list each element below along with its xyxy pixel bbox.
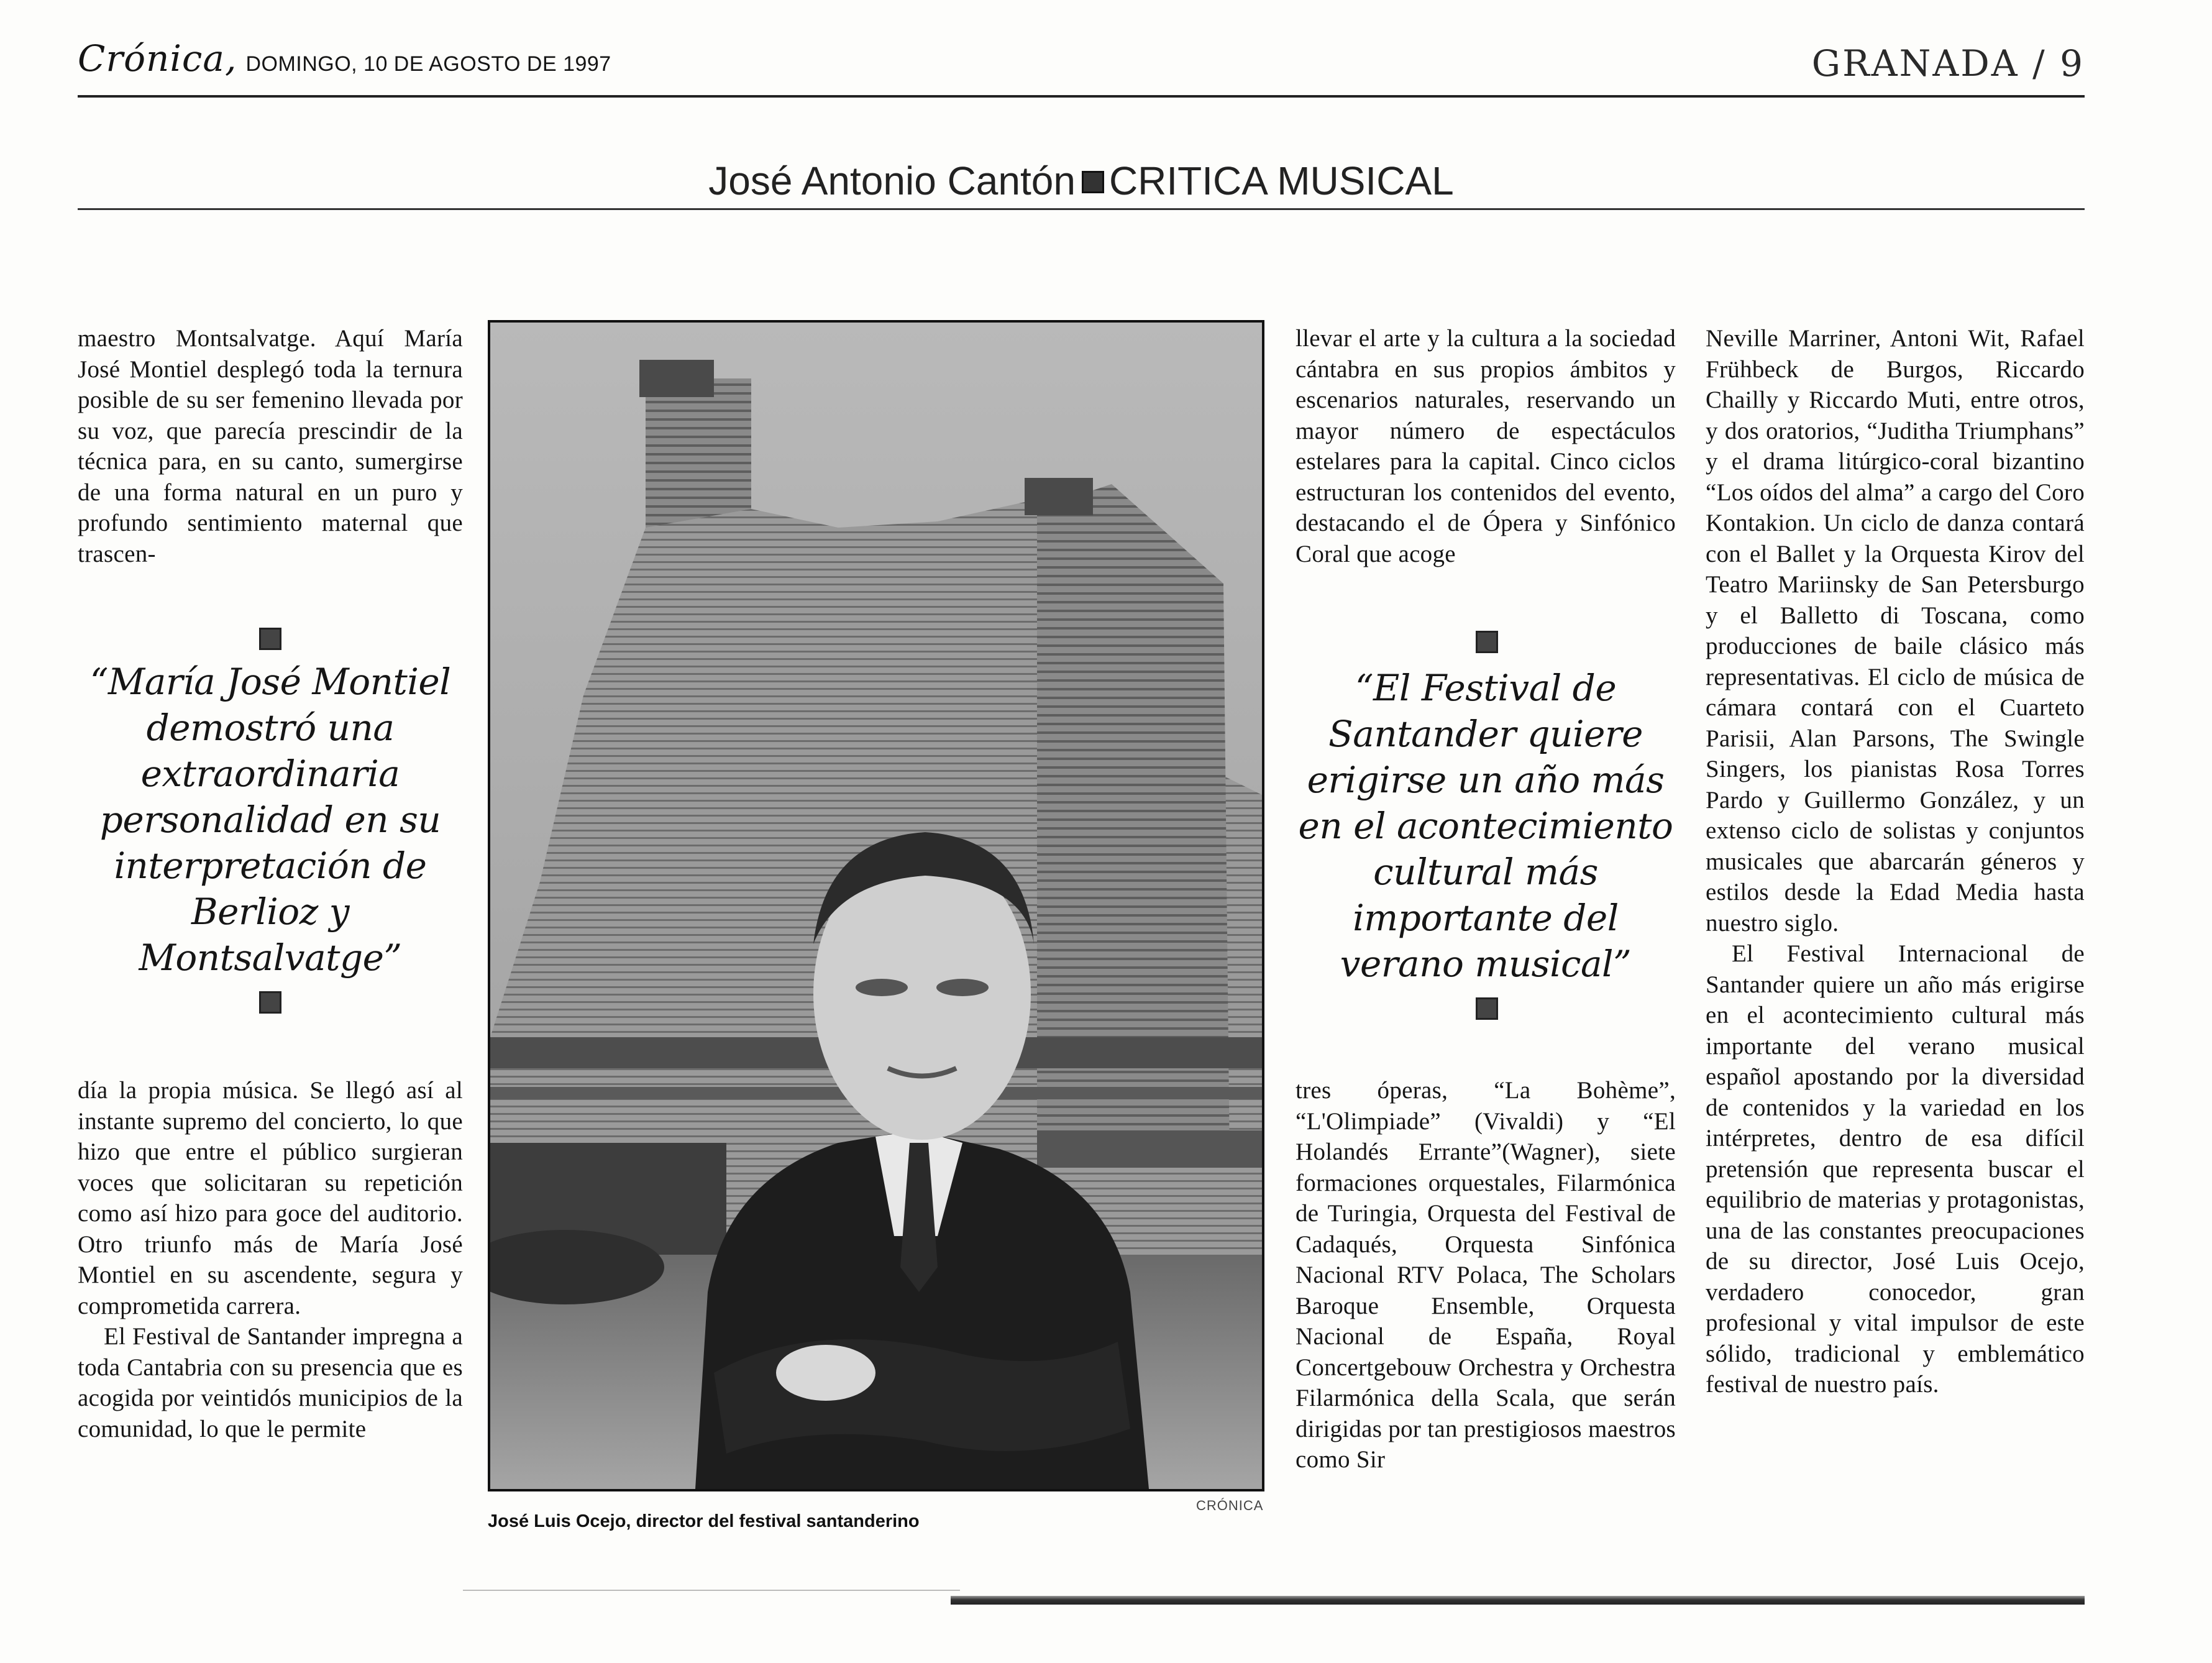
section-rule [78,208,2085,210]
column-1-paragraph-3: El Festival de Santander impregna a toda Cantabria con su presencia que es acogida por veintidós municipios de la comunidad, lo que le permite [78,1323,463,1442]
bottom-rule-faint [463,1590,960,1591]
section-category: CRITICA MUSICAL [1108,158,1454,203]
issue-date: DOMINGO, 10 DE AGOSTO DE 1997 [245,52,611,76]
photo-caption: José Luis Ocejo, director del festival santanderino [488,1511,920,1531]
column-3-top [1296,323,1676,569]
photo-portrait-with-building [490,323,1262,1489]
square-bullet-icon [1082,171,1104,193]
column-4-paragraph-1: Neville Marriner, Antoni Wit, Rafael Frühbeck de Burgos, Riccardo Chailly y Riccardo Muti, entre otros, y dos oratorios, “Juditha Triumphans” y el drama litúrgico-coral bizantino “Los oídos del alma” a cargo del Coro Kontakion. Un ciclo de danza contará con el Ballet y la Orquesta Kirov del Teatro Mariinsky de San Petersburgo y el Balletto di Toscana, como producciones de baile clásico más representativas. El ciclo de música de cámara contará con el Cuarteto Parisii, Alan Parsons, The Swingle Singers, los pianistas Rosa Torres Pardo y Guillermo González, y un extenso ciclo de solistas y conjuntos musicales que abarcarán géneros y estilos desde la Edad Media hasta nuestro siglo. [1706,325,2085,937]
column-1-paragraph-1: maestro Montsalvatge. Aquí María José Montiel desplegó toda la ternura posible de su ser femenino llevada por su voz, que parecía prescindir de la técnica para, en su canto, sumergirse de una forma natural en un puro y profundo sentimiento maternal que trascen- [78,325,463,567]
pullquote-1-bottom-square-icon [259,991,281,1014]
masthead-rule [78,95,2085,98]
column-1-top [78,323,463,569]
column-1-paragraph-2: día la propia música. Se llegó así al instante supremo del concierto, lo que hizo que entre el público surgieran voces que solicitaran su repetición como así hizo para goce del auditorio. Otro triunfo más de María José Montiel en su ascendente, segura y comprometida carrera. [78,1077,463,1319]
pullquote-2-bottom-square-icon [1476,997,1498,1020]
publication-name: Crónica, [78,37,237,80]
pullquote-1: “María José Montiel demostró una extraordinaria personalidad en su interpretación de Berlioz y Montsalvatge” [89,661,451,979]
column-1-bottom [78,1075,463,1444]
masthead-left [78,37,611,80]
column-3-paragraph-1: llevar el arte y la cultura a la sociedad cántabra en sus propios ámbitos y escenarios naturales, reservando un mayor número de espectáculos estelares para la capital. Cinco ciclos estructuran los contenidos del evento, destacando el de Ópera y Sinfónico Coral que acoge [1296,325,1676,567]
pullquote-2: “El Festival de Santander quiere erigirse un año más en el acontecimiento cultural más importante del verano musical” [1298,667,1673,985]
column-4-paragraph-2: El Festival Internacional de Santander quiere un año más erigirse en el acontecimiento cultural más importante del verano musical español apostando por la diversidad de contenidos y la variedad en los intérpretes, dentro de esa difícil pretensión que representa buscar el equilibrio de materias y protagonistas, una de las constantes preocupaciones de su director, José Luis Ocejo, verdadero conocedor, gran profesional y vital impulsor de este sólido, tradicional y emblemático festival de nuestro país. [1706,940,2085,1398]
column-3-bottom [1296,1075,1676,1475]
column-3-paragraph-2: tres óperas, “La Bohème”, “L'Olimpiade” (Vivaldi) y “El Holandés Errante”(Wagner), siete formaciones orquestales, Filarmónica de Turingia, Orquesta del Festival de Cadaqués, Orquesta Sinfónica Nacional RTV Polaca, The Scholars Baroque Ensemble, Orquesta Nacional de España, Royal Concertgebouw Orchestra y Orchestra Filarmónica della Scala, que serán dirigidas por tan prestigiosos maestros como Sir [1296,1077,1676,1473]
section-header [78,158,2085,204]
column-4 [1706,323,2085,1400]
photo-credit: CRÓNICA [1196,1498,1264,1513]
pullquote-1-top-square-icon [259,628,281,650]
section-page-number: GRANADA / 9 [1811,42,2085,85]
author-name: José Antonio Cantón [708,158,1076,203]
pullquote-2-top-square-icon [1476,631,1498,653]
news-photo [488,320,1264,1491]
bottom-rule [951,1596,2085,1605]
